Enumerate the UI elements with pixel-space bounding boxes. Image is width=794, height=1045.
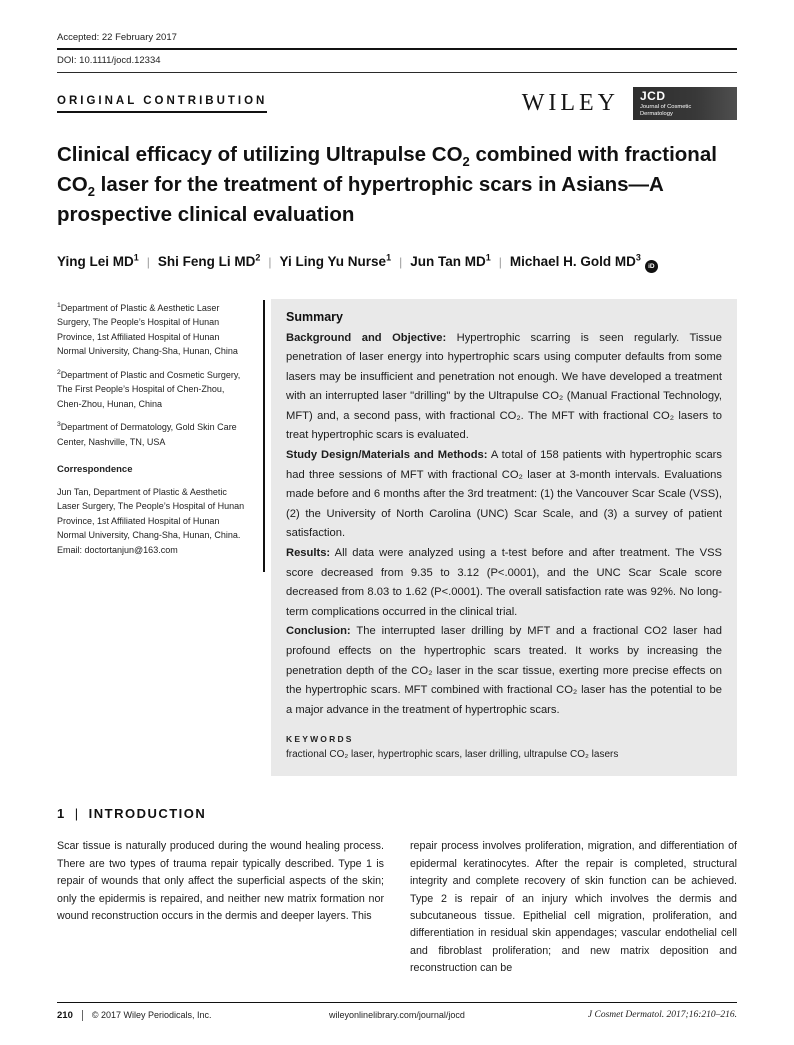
affiliation-3: $^3$Department of Dermatology, Gold Skin Care Center, Nashville, TN, USA [57,421,237,447]
author-separator: | [498,254,502,269]
summary-heading: Summary [286,309,343,324]
page-footer [57,1002,737,1021]
introduction-heading [57,806,737,821]
accepted-date: Accepted: 22 February 2017 [57,32,177,43]
journal-url: wileyonlinelibrary.com/journal/jocd [329,1010,465,1021]
doi-line: DOI: 10.1111/jocd.12334 [57,55,161,66]
keywords-list: fractional CO₂ laser, hypertrophic scars, laser drilling, ultrapulse CO₂ lasers [286,749,619,761]
affiliation-2: $^2$Department of Plastic and Cosmetic Surgery, The First People’s Hospital of Chen-Zhou, Chen-Zhou, Hunan, China [57,368,241,409]
author: Ying Lei $MD^1$ [57,252,139,269]
affiliations-sidebar [57,299,256,777]
title-part: Clinical efficacy of utilizing Ultrapulse CO [57,143,463,166]
section-separator: | [74,806,80,822]
section-number: 1 [57,806,66,822]
article-type-label: ORIGINAL CONTRIBUTION [57,95,267,113]
summary-conclusion: Conclusion: The interrupted laser drilling by MFT and a fractional CO2 laser had profound effects on the hypertrophic scars treated. It works by increasing the penetration depth of the CO₂ laser in the scar tissue, exerting more precise effects on the hypertrophic scars. MFT combined with fractional CO₂ laser has the potential to be a major advance in the treatment of hypertrophic scars. [286,625,722,716]
keywords-heading: KEYWORDS [286,734,354,745]
correspondence-body: Jun Tan, Department of Plastic & Aesthetic Laser Surgery, The People’s Hospital of Hunan Province, 1st Affiliated Hospital of Hunan Normal University, Chang-Sha, Hunan, China. [57,486,245,540]
author-separator: | [268,254,272,269]
journal-logo [633,87,737,120]
author-separator: | [146,254,150,269]
correspondence-heading: Correspondence [57,464,133,475]
article-title [57,140,737,230]
wiley-logo: WILEY [521,90,619,116]
orcid-icon: iD [645,260,658,273]
citation: J Cosmet Dermatol. 2017;16:210–216. [587,1010,737,1021]
introduction-columns [57,838,737,977]
correspondence-email: Email: doctortanjun@163.com [57,544,178,555]
author: Yi Ling Yu Nurse$^1$ [279,252,392,269]
introduction-column-left: Scar tissue is naturally produced during the wound healing process. There are two types of trauma repair typically described. Type 1 is repair of wounds that only affect the superficial aspects of the skin; only the epidermis is repaired, and neither new matrix formation nor wound reconstruction occurs in the dermis and deeper layers. This [57,840,384,922]
abstract-section [57,299,737,777]
logo-group [522,87,737,120]
author-separator: | [399,254,403,269]
journal-logo-abbrev: JCD [640,89,666,103]
introduction-column-right: repair process involves proliferation, migration, and differentiation of epidermal keratinocytes. After the repair is completed, structural integrity and complete recovery of skin function can be achieved. Type 2 is repair of an injury which involves the dermis and subcutaneous tissue. Epithelial cell migration, proliferation, and differentiation in residual skin appendages; vascular endothelial cell and fibroblast proliferation; and new matrix deposition and reconstruction can be [410,840,737,975]
title-part: laser for the treatment of hypertrophic scars in Asians—A prospective clinical evaluation [57,173,664,226]
introduction-section [57,806,737,977]
affiliation-1: $^1$Department of Plastic & Aesthetic Laser Surgery, The People’s Hospital of Hunan Province, 1st Affiliated Hospital of Hunan Normal University, Chang-Sha, Hunan, China [57,301,238,356]
title-subscript: 2 [87,184,95,200]
title-subscript: 2 [462,154,470,170]
author: Michael H. Gold $MD^3$ [509,252,641,269]
summary-methods: Study Design/Materials and Methods: A total of 158 patients with hypertrophic scars had three sessions of MFT with fractional CO₂ laser at 3-month intervals. Evaluations made before and 6 months after the 3rd treatment: (1) the Vancouver Scar Scale (VSS), (2) the University of North Carolina (UNC) Scar Scale, and (3) a survey of patient satisfaction. [286,449,722,540]
author: Jun Tan $MD^1$ [410,252,491,269]
author-byline [57,245,737,275]
page-number: 210 [57,1009,73,1021]
summary-background: Background and Objective: Hypertrophic scarring is seen regularly. Tissue penetration of laser energy into hypertrophic scars using computer defaults from some lasers may be insufficient and penetration not enough. We have developed a treatment with an interrupted laser "drilling" by the Ultrapulse CO₂ (Manual Fractional Technology, MFT) and, a second pass, with fractional CO₂. The MFT with fractional CO₂ lasers to treat hypertrophic scars is evaluated. [286,331,722,442]
summary-results: Results: All data were analyzed using a t-test before and after treatment. The VSS score decreased from 9.35 to 3.12 (P<.0001), and the UNC Scar Scale score decreased from 8.03 to 1.62 (P<.0001). The overall satisfaction rate was 92%. No long-term complications occurred in the clinical trial. [286,547,722,618]
summary-box [271,299,737,777]
title-part: combined with fractional CO [57,143,717,196]
section-title: INTRODUCTION [88,806,207,822]
author: Shi Feng Li $MD^2$ [157,252,261,269]
header-rule-thin [57,72,737,73]
copyright-notice: © 2017 Wiley Periodicals, Inc. [91,1010,212,1021]
article-type-row [57,87,737,120]
journal-logo-name: Journal of Cosmetic Dermatology [640,104,692,117]
sidebar-divider [263,300,265,572]
